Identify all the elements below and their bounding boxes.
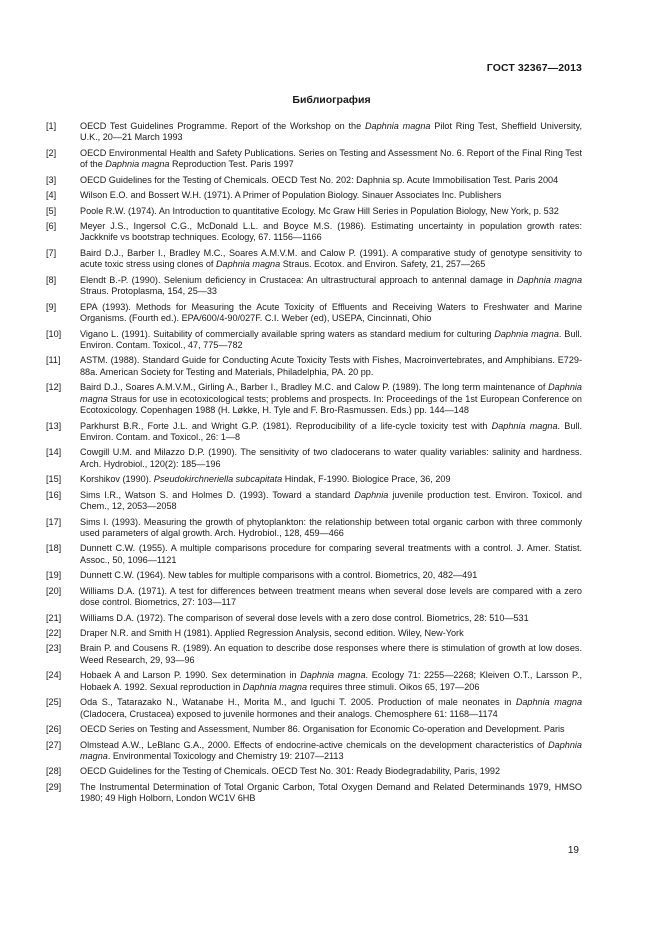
reference-text-part: Draper N.R. and Smith H (1981). Applied Regression Analysis, second edition. Wiley, New-York [80,628,464,639]
reference-text [80,643,582,666]
reference-text-part: . Environmental Toxicology and Chemistry 19: 2107—2113 [107,750,344,761]
reference-italic-term: Daphnia magna [242,681,308,692]
reference-text-part: OECD Guidelines for the Testing of Chemicals. OECD Test No. 301: Ready Biodegradability, Paris, 1992 [80,766,501,777]
reference-item [46,613,582,624]
reference-number: [3] [46,174,57,185]
reference-italic-term: Daphnia magna [80,739,582,761]
reference-item [46,421,582,444]
reference-text-part: Straus. Protoplasma, 154, 25—33 [80,286,217,297]
reference-text-part: Baird D.J., Soares A.M.V.M., Girling A., Barber I., Bradley M.C. and Calow P. (1989). The long term maintenance of [80,382,549,393]
reference-text [80,613,582,624]
reference-italic-term: Daphnia magna [516,274,583,285]
reference-italic-term: Daphnia magna [364,121,431,131]
reference-text [80,670,582,693]
reference-text [80,697,582,720]
reference-text-part: Sims I.R., Watson S. and Holmes D. (1993). Toward a standard [80,489,355,500]
reference-italic-term: Daphnia magna [300,670,366,681]
reference-item [46,628,582,639]
reference-item [46,329,582,352]
reference-number: [21] [46,612,62,623]
reference-number: [1] [46,121,57,131]
reference-text [80,221,582,244]
reference-text-part: Brain P. and Cousens R. (1989). An equation to describe dose responses where there is stimulation of growth at low doses. Weed Research, 29, 93—96 [80,643,582,665]
reference-number: [13] [46,420,62,431]
reference-number: [9] [46,301,57,312]
reference-italic-term: Daphnia [354,489,389,500]
reference-text [80,382,582,416]
reference-item [46,474,582,485]
reference-number: [23] [46,643,62,654]
reference-text-part: Dunnett C.W. (1964). New tables for multiple comparisons with a control. Biometrics, 20, 482—491 [80,570,478,581]
reference-text [80,248,582,271]
reference-text [80,206,582,217]
reference-text-part: Hindak, F-1990. Biologice Prace, 36, 209 [282,474,451,485]
reference-text [80,740,582,763]
reference-number: [19] [46,570,62,581]
reference-item [46,697,582,720]
reference-text-part: . Ecology 71: 2255—2268; Kleiven O.T., Larsson P., Hobaek A. 1992. Sexual reproduction in [80,670,582,692]
reference-item [46,248,582,271]
reference-item [46,121,582,144]
reference-text [80,490,582,513]
reference-text-part: juvenile production test. Environ. Toxicol. and Chem., 12, 2053—2058 [80,489,582,512]
reference-text-part: Dunnett C.W. (1955). A multiple comparisons procedure for comparing several treatments with a control. J. Amer. Statist. Assoc., 50, 1096—1121 [80,543,582,565]
reference-number: [17] [46,516,62,527]
reference-item [46,740,582,763]
reference-number: [2] [46,147,57,158]
reference-number: [11] [46,355,61,366]
reference-text [80,782,582,805]
reference-italic-term: Daphnia magna [80,382,582,404]
reference-item [46,447,582,470]
reference-number: [29] [46,781,62,792]
standard-code-header: ГОСТ 32367—2013 [486,62,582,74]
reference-number: [25] [46,697,62,708]
reference-number: [14] [46,447,62,458]
reference-text-part: Meyer J.S., Ingersol C.G., McDonald L.L. and Boyce M.S. (1986). Estimating uncertainty in population growth rates: Jackknife vs bootstrap techniques. Ecology, 67. 1156—1166 [80,221,582,243]
reference-text-part: Vigano L. (1991). Suitability of commercially available spring waters as standard medium for culturing [80,328,495,339]
bibliography-heading: Библиография [292,94,371,106]
reference-text [80,724,582,735]
reference-item [46,586,582,609]
reference-text-part: . Bull. Environ. Contam. Toxicol., 47, 775—782 [80,328,582,350]
reference-text-part: Baird D.J., Barber I., Bradley M.C., Soares A.M.V.M. and Calow P. (1991). A comparative study of genotype sensitivity to acute toxic stress using clones of [80,247,582,270]
reference-text-part: requires three stimuli. Oikos 65, 197—206 [307,681,480,692]
reference-item [46,221,582,244]
reference-text-part: Reproduction Test. Paris 1997 [169,159,294,170]
reference-text-part: OECD Test Guidelines Programme. Report of the Workshop on the [80,121,365,131]
reference-italic-term: Daphnia magna [491,420,558,431]
reference-number: [6] [46,221,57,232]
bibliography-list [46,121,582,809]
reference-text [80,175,582,186]
reference-italic-term: Pseudokirchneriella subcapitata [153,474,283,485]
reference-text [80,275,582,298]
reference-text-part: Sims I. (1993). Measuring the growth of phytoplankton: the relationship between total organic carbon with three commonly used parameters of algal growth. Arch. Hydrobiol., 128, 459—466 [80,516,582,538]
reference-italic-term: Daphnia magna [105,159,170,170]
reference-item [46,570,582,581]
reference-item [46,190,582,201]
reference-text-part: OECD Series on Testing and Assessment, Number 86. Organisation for Economic Co-operation and Development. Paris [80,724,565,735]
reference-item [46,643,582,666]
reference-text-part: OECD Guidelines for the Testing of Chemicals. OECD Test No. 202: Daphnia sp. Acute Immobilisation Test. Paris 2004 [80,174,559,185]
reference-text-part: Straus. Ecotox. and Environ. Safety, 21, 257—265 [280,259,486,270]
reference-item [46,490,582,513]
reference-number: [10] [46,328,62,339]
reference-text-part: Poole R.W. (1974). An Introduction to quantitative Ecology. Mc Graw Hill Series in Population Biology, New York, p. 532 [80,205,559,216]
reference-text [80,355,582,378]
reference-number: [7] [46,247,57,258]
reference-text-part: Pilot Ring Test, Sheffield University, U.K., 20—21 March 1993 [80,121,582,143]
reference-number: [4] [46,190,57,201]
reference-text-part: Olmstead A.W., LeBlanc G.A., 2000. Effects of endocrine-active chemicals on the development characteristics of [80,739,549,750]
reference-italic-term: Daphnia magna [215,259,281,270]
reference-item [46,766,582,777]
reference-text-part: Straus for use in ecotoxicological tests; problems and prospects. In: Proceedings of the 1st European Conference on Ecotoxicology. Copenhagen 1988 (H. Løkke, H. Tyle and F. Bro-Rasmussen. Eds.) pp. 144—148 [80,393,582,416]
reference-number: [16] [46,489,62,500]
reference-item [46,275,582,298]
reference-text-part: Williams D.A. (1971). A test for differences between treatment means when several dose levels are compared with a zero dose control. Biometrics, 27: 103—117 [80,585,582,608]
reference-item [46,302,582,325]
reference-item [46,355,582,378]
reference-text-part: Cowgill U.M. and Milazzo D.P. (1990). The sensitivity of two cladocerans to water quality variables: salinity and hardness. Arch. Hydrobiol., 120(2): 185—196 [80,447,582,469]
reference-number: [24] [46,670,62,681]
reference-text-part: Wilson E.O. and Bossert W.H. (1971). A Primer of Population Biology. Sinauer Associates Inc. Publishers [80,190,502,201]
reference-number: [15] [46,474,62,485]
reference-text [80,543,582,566]
reference-number: [28] [46,766,62,777]
reference-item [46,543,582,566]
reference-text [80,586,582,609]
reference-item [46,175,582,186]
reference-number: [18] [46,543,62,554]
reference-text-part: EPA (1993). Methods for Measuring the Acute Toxicity of Effluents and Receiving Waters to Freshwater and Marine Organisms. (Fourth ed.). EPA/600/4-90/027F. C.I. Weber (ed), USEPA, Cincinnati, Ohio [80,301,582,324]
reference-number: [5] [46,205,57,216]
reference-text-part: ASTM. (1988). Standard Guide for Conducting Acute Toxicity Tests with Fishes, Macroinvertebrates, and Amphibians. E729-88a. American Society for Testing and Materials, Philadelphia, PA. 20 pp. [80,355,582,377]
reference-text [80,570,582,581]
reference-number: [12] [46,382,62,393]
reference-text-part: Williams D.A. (1972). The comparison of several dose levels with a zero dose control. Biometrics, 28: 510—531 [80,612,529,623]
reference-text [80,517,582,540]
reference-text-part: Oda S., Tatarazako N., Watanabe H., Morita M., and Iguchi T. 2005. Production of male neonates in [80,697,516,708]
reference-text-part: Elendt B.-P. (1990). Selenium deficiency in Crustacea: An ultrastructural approach to antennal damage in [80,274,517,285]
reference-item [46,148,582,171]
reference-text [80,628,582,639]
reference-text [80,302,582,325]
reference-text-part: Hobaek A and Larson P. 1990. Sex determination in [80,670,301,681]
reference-text [80,148,582,171]
reference-text-part: . Bull. Environ. Contam. and Toxicol., 26: 1—8 [80,420,582,442]
reference-text [80,421,582,444]
reference-text [80,447,582,470]
reference-text-part: Parkhurst B.R., Forte J.L. and Wright G.P. (1981). Reproducibility of a life-cycle toxicity test with [80,420,492,431]
reference-text-part: Korshikov (1990). [80,474,154,485]
reference-number: [22] [46,628,62,639]
reference-item [46,382,582,416]
reference-italic-term: Daphnia magna [515,697,582,708]
reference-number: [20] [46,585,62,596]
reference-text [80,766,582,777]
reference-italic-term: Daphnia magna [494,328,559,339]
reference-item [46,517,582,540]
reference-text-part: The Instrumental Determination of Total Organic Carbon, Total Oxygen Demand and Related Determinands 1979, HMSO 1980; 49 High Holborn, London WC1V 6HB [80,781,582,804]
reference-text [80,121,582,144]
reference-number: [26] [46,724,62,735]
reference-text-part: OECD Environmental Health and Safety Publications. Series on Testing and Assessment No. 6. Report of the Final Ring Test of the [80,147,582,170]
reference-item [46,670,582,693]
reference-text [80,190,582,201]
reference-text [80,329,582,352]
reference-text-part: (Cladocera, Crustacea) exposed to juvenile hormones and their analogs. Chemosphere 61: 1168—1174 [80,708,498,719]
page-number: 19 [567,845,579,856]
reference-number: [27] [46,739,62,750]
reference-text [80,474,582,485]
reference-item [46,724,582,735]
reference-item [46,782,582,805]
reference-item [46,206,582,217]
reference-number: [8] [46,274,57,285]
